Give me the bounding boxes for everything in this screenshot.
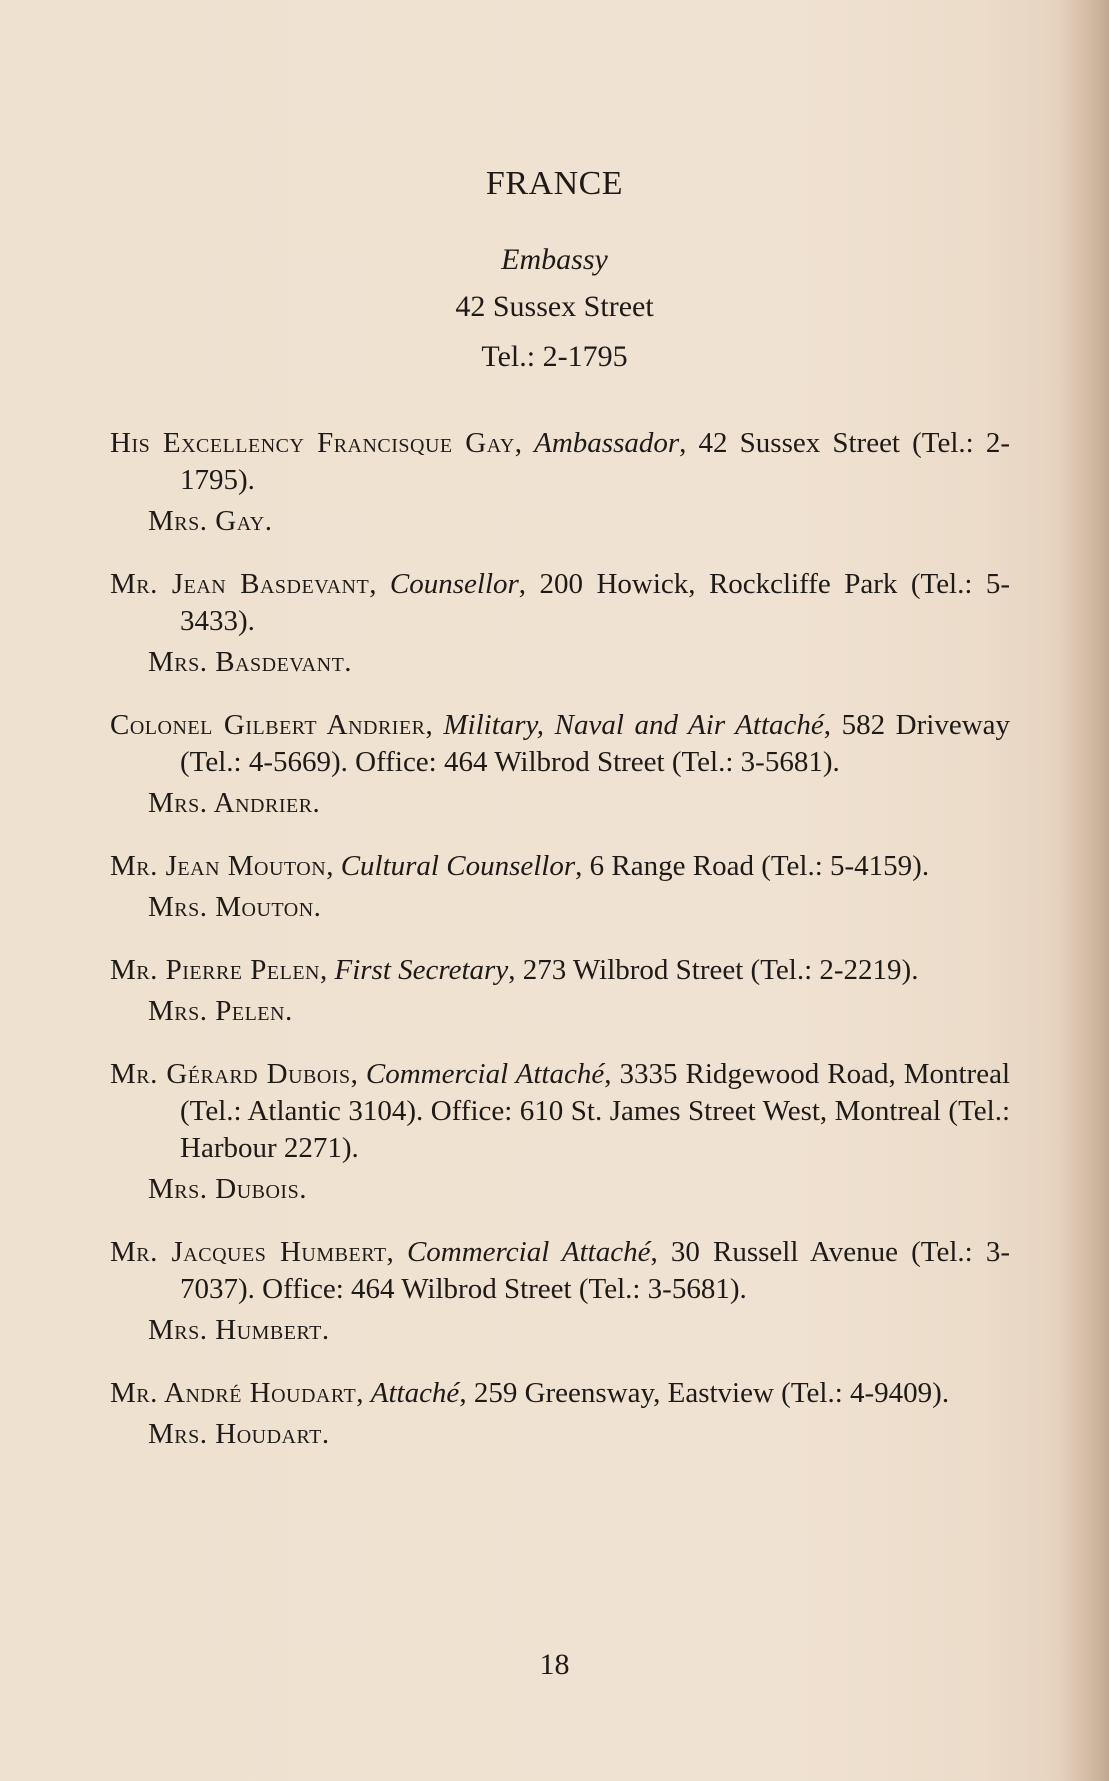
embassy-address: 42 Sussex Street [455,290,654,323]
staff-role: Attaché [370,1377,460,1409]
staff-list [110,425,1010,1479]
staff-entry: Mr. André Houdart, Attaché, 259 Greensway, Eastview (Tel.: 4-9409). [110,1377,950,1409]
staff-entry: Colonel Gilbert Andrier, Military, Naval and Air Attaché, 582 Driveway (Tel.: 4-5669). Office: 464 Wilbrod Street (Tel.: 3-5681). [110,709,1011,778]
staff-role: Commercial Attaché [406,1236,651,1268]
staff-entry: Mr. Pierre Pelen, First Secretary, 273 Wilbrod Street (Tel.: 2-2219). [110,954,919,986]
spouse-name: Mrs. Gay. [148,505,273,537]
staff-name: Colonel Gilbert Andrier [110,709,426,741]
staff-role: Counsellor [389,568,519,600]
spouse-name: Mrs. Humbert. [148,1314,330,1346]
spouse-name: Mrs. Basdevant. [148,646,353,678]
staff-entry: Mr. Jacques Humbert, Commercial Attaché, 30 Russell Avenue (Tel.: 3-7037). Office: 464 Wilbrod Street (Tel.: 3-5681). [110,1236,1011,1305]
staff-details: 200 Howick, Rockcliffe Park (Tel.: 5-3433). [180,568,1011,637]
staff-details: 259 Greensway, Eastview (Tel.: 4-9409). [473,1377,950,1409]
staff-role: Cultural Counsellor [340,850,576,882]
staff-details: 3335 Ridgewood Road, Montreal (Tel.: Atlantic 3104). Office: 610 St. James Street West, Montreal (Tel.: Harbour 2271). [180,1058,1011,1164]
staff-details: 6 Range Road (Tel.: 5-4159). [589,850,930,882]
spouse-name: Mrs. Houdart. [148,1418,330,1450]
page-number: 18 [539,1648,570,1681]
staff-details: 42 Sussex Street (Tel.: 2-1795). [180,427,1010,496]
staff-name: Mr. Pierre Pelen [110,954,320,986]
country-heading: FRANCE [485,165,624,202]
staff-entry: Mr. Jean Mouton, Cultural Counsellor, 6 Range Road (Tel.: 5-4159). [110,850,930,882]
staff-entry: Mr. Jean Basdevant, Counsellor, 200 Howick, Rockcliffe Park (Tel.: 5-3433). [110,568,1011,637]
staff-role: Military, Naval and Air Attaché [443,709,824,741]
staff-name: Mr. Jean Mouton [110,850,327,882]
spouse-name: Mrs. Mouton. [148,891,322,923]
staff-name: Mr. Jean Basdevant [110,568,370,600]
staff-name: His Excellency Francisque Gay [110,427,515,459]
staff-role: Ambassador [534,427,680,459]
spouse-name: Mrs. Andrier. [148,787,321,819]
staff-details: 273 Wilbrod Street (Tel.: 2-2219). [522,954,919,986]
staff-name: Mr. Gérard Dubois [110,1058,351,1090]
section-heading: Embassy [501,243,608,276]
staff-details: 582 Driveway (Tel.: 4-5669). Office: 464 Wilbrod Street (Tel.: 3-5681). [180,709,1011,778]
staff-name: Mr. Jacques Humbert [110,1236,387,1268]
staff-details: 30 Russell Avenue (Tel.: 3-7037). Office: 464 Wilbrod Street (Tel.: 3-5681). [180,1236,1011,1305]
spouse-name: Mrs. Pelen. [148,995,293,1027]
spouse-name: Mrs. Dubois. [148,1173,307,1205]
staff-role: Commercial Attaché [365,1058,605,1090]
staff-role: First Secretary [334,954,509,986]
staff-name: Mr. André Houdart [110,1377,357,1409]
embassy-telephone: Tel.: 2-1795 [481,340,628,373]
staff-entry: Mr. Gérard Dubois, Commercial Attaché, 3335 Ridgewood Road, Montreal (Tel.: Atlantic 3104). Office: 610 St. James Street West, Montreal (Tel.: Harbour 2271). [110,1058,1011,1164]
staff-entry: His Excellency Francisque Gay, Ambassador, 42 Sussex Street (Tel.: 2-1795). [110,427,1010,496]
